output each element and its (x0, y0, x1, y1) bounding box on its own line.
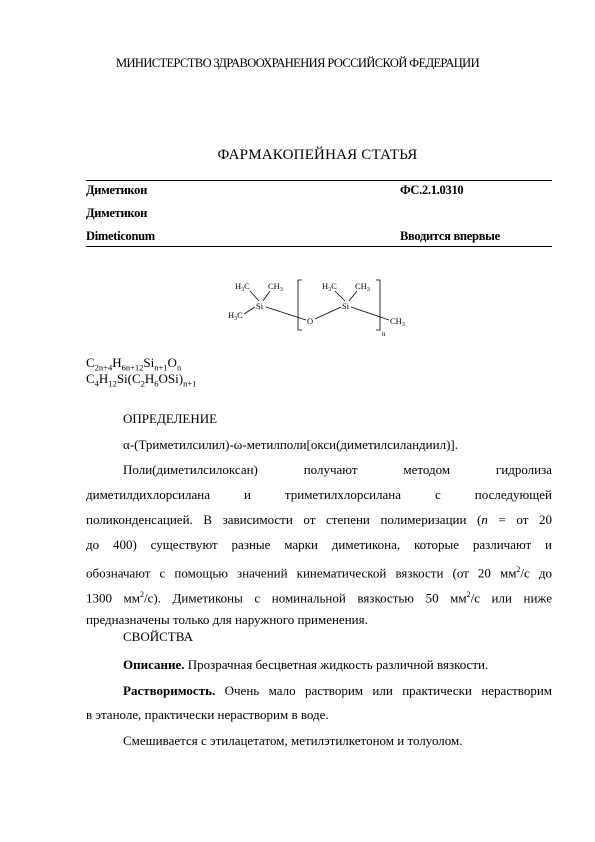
formula-part: Si (143, 355, 155, 370)
definition-text: обозначают с помощью значений кинематической вязкости (от 20 мм (86, 565, 517, 581)
definition-text: Поли(диметилсилоксан) получают методом гидролиза (123, 462, 552, 477)
definition-sup: 2 (516, 565, 521, 574)
bond-line (349, 291, 357, 301)
bond-line (244, 307, 255, 314)
struct-text: 3 (241, 287, 245, 293)
formula-part: C (86, 355, 95, 370)
definition-text: /с до (520, 565, 552, 581)
struct-text: H (322, 281, 329, 291)
description-line (123, 652, 488, 677)
molecular-formula (86, 355, 181, 373)
formula-part: H (98, 371, 109, 386)
condensed-formula (86, 371, 196, 389)
formula-sub: 6 (154, 378, 159, 389)
formula-sub: 12 (108, 378, 117, 389)
struct-text: 3 (328, 287, 332, 293)
struct-text: O (307, 316, 314, 326)
bond-line (266, 307, 306, 320)
struct-text: n (382, 330, 386, 338)
formula-sub: 6n+12 (121, 362, 144, 373)
struct-text: 3 (279, 287, 283, 293)
struct-text: 3 (234, 316, 238, 322)
definition-line: диметилдихлорсилана и триметилхлорсилана с последующей (86, 487, 552, 502)
formula-part: OSi) (158, 371, 184, 386)
definition-text: n (481, 512, 488, 527)
description-text: Прозрачная бесцветная жидкость различной вязкости. (184, 657, 489, 672)
struct-text: H (235, 281, 242, 291)
formula-sub: n (176, 362, 182, 373)
definition-text: поликонденсацией. В зависимости от степени полимеризации ( (86, 512, 482, 527)
name-latin: Dimeticonum (86, 229, 155, 243)
formula-part: O (167, 355, 177, 370)
svg-text:H3C (235, 281, 250, 293)
bottom-rule (86, 246, 552, 247)
struct-text: CH (268, 281, 280, 291)
section-heading-definition: ОПРЕДЕЛЕНИЕ (123, 411, 218, 426)
definition-line (86, 507, 552, 532)
bond-line (335, 291, 345, 301)
definition-text: 1300 мм (86, 590, 141, 606)
top-rule (86, 180, 552, 181)
document-title: ФАРМАКОПЕЙНАЯ СТАТЬЯ (217, 147, 418, 163)
name-ru-1: Диметикон (86, 183, 147, 197)
section-heading-properties: СВОЙСТВА (123, 629, 193, 644)
svg-text:CH3 (390, 316, 405, 328)
formula-sub: 2n+4 (94, 362, 113, 373)
bond-line (315, 307, 341, 319)
struct-text: C (331, 281, 337, 291)
struct-text: 3 (366, 287, 370, 293)
document-code: ФС.2.1.0310 (400, 183, 464, 197)
solubility-text: Очень мало растворим или практически нерастворим (215, 683, 552, 698)
ministry-header: МИНИСТЕРСТВО ЗДРАВООХРАНЕНИЯ РОССИЙСКОЙ ФЕДЕРАЦИИ (115, 56, 480, 70)
bond-line (250, 291, 259, 301)
structural-formula (222, 272, 422, 344)
bond-line (351, 307, 389, 320)
definition-line (86, 457, 552, 482)
definition-sup: 2 (140, 590, 145, 599)
formula-part: C (86, 371, 95, 386)
solubility-line-2: в этаноле, практически нерастворим в воде. (86, 707, 329, 722)
definition-text: /с или ниже (470, 590, 552, 606)
svg-text:H3C (228, 310, 243, 322)
name-ru-2: Диметикон (86, 206, 147, 220)
struct-text: C (244, 281, 250, 291)
definition-line: предназначены только для наружного применения. (86, 612, 368, 627)
bond-line (263, 291, 270, 301)
definition-text: = от 20 (487, 512, 553, 527)
formula-part: H (144, 371, 155, 386)
description-label: Описание. (123, 657, 185, 672)
formula-part: Si(C (116, 371, 141, 386)
struct-text: 3 (401, 322, 405, 328)
struct-text: H (228, 310, 235, 320)
bracket-left (298, 280, 302, 330)
struct-text: CH (390, 316, 402, 326)
struct-text: CH (355, 281, 367, 291)
struct-text: Si (256, 301, 264, 311)
formula-sub: n+1 (154, 362, 168, 373)
miscibility-line: Смешивается с этилацетатом, метилэтилкетоном и толуолом. (123, 733, 463, 748)
solubility-line (86, 678, 552, 703)
struct-text: Si (342, 301, 350, 311)
solubility-label: Растворимость. (123, 683, 216, 698)
formula-part: H (112, 355, 122, 370)
formula-sub: n+1 (183, 378, 197, 389)
chemical-name: α-(Триметилсилил)-ω-метилполи[окси(диметилсиландиил)]. (123, 437, 458, 452)
status-text: Вводится впервые (400, 229, 500, 243)
formula-sub: 4 (94, 378, 99, 389)
definition-sup: 2 (466, 590, 471, 599)
bracket-right (376, 280, 380, 330)
definition-text: /с). Диметиконы с номинальной вязкостью 50 мм (144, 590, 467, 606)
struct-text: C (237, 310, 243, 320)
definition-line: до 400) существуют разные марки диметикона, которые различают и (86, 537, 552, 552)
formula-sub: 2 (140, 378, 145, 389)
